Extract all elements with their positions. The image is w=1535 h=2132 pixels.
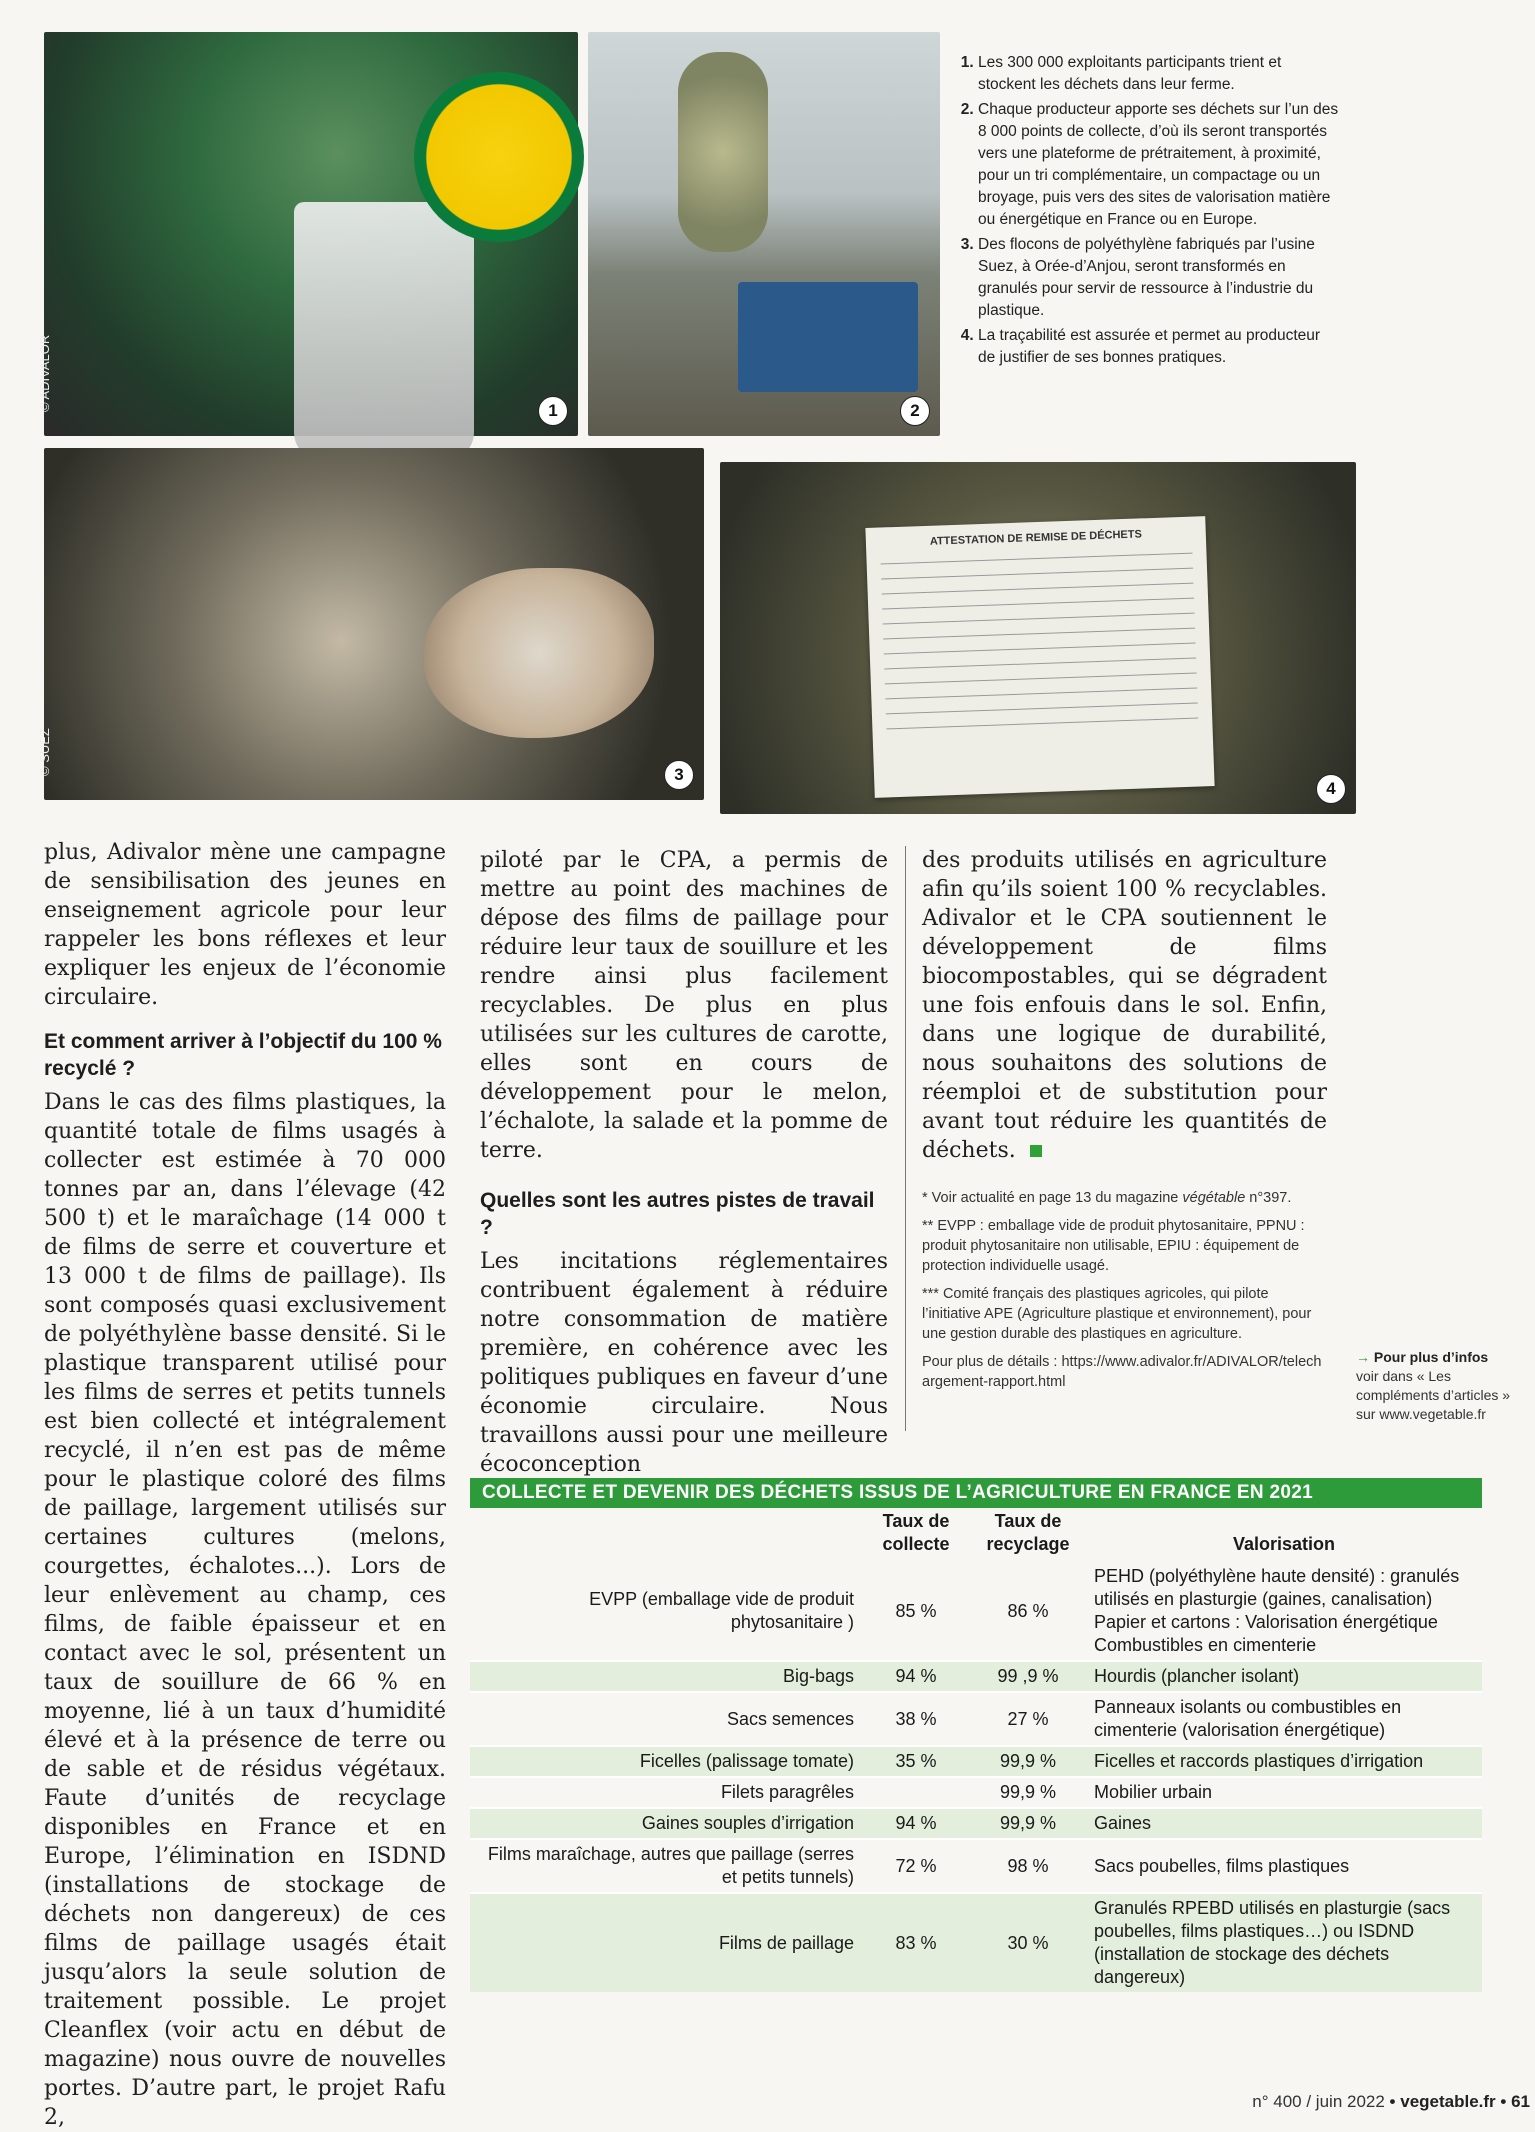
collect-cell: 72 % [862, 1839, 970, 1893]
footnote: * Voir actualité en page 13 du magazine végétable n°397. [922, 1190, 1292, 1206]
step-item: 4. La traçabilité est assurée et permet au producteur de justifier de ses bonnes pratiques. [978, 325, 1340, 369]
photo-number: 3 [664, 760, 694, 790]
valor-cell: PEHD (polyéthylène haute densité) : granulés utilisés en plasturgie (gaines, canalisation) Papier et cartons : Valorisation énergétique Combustibles en cimenterie [1094, 1566, 1460, 1655]
table-title: COLLECTE ET DEVENIR DES DÉCHETS ISSUS DE L’AGRICULTURE EN FRANCE EN 2021 [470, 1478, 1482, 1508]
category-cell: Sacs semences [470, 1692, 862, 1746]
page-footer [1150, 2092, 1530, 2112]
waste-table [470, 1508, 1482, 1992]
collection-bag [294, 202, 474, 462]
valor-cell: Gaines [1086, 1808, 1482, 1839]
hanging-bags [678, 52, 768, 252]
header-valor: Valorisation [1232, 1534, 1336, 1554]
category-cell: Films maraîchage, autres que paillage (serres et petits tunnels) [470, 1839, 862, 1893]
step-item: 3. Des flocons de polyéthylène fabriqués par l’usine Suez, à Orée-d’Anjou, seront transformés en granulés pour servir de ressource à l’industrie du plastique. [978, 234, 1340, 322]
more-info-box [1356, 1348, 1526, 1424]
step-item: 2. Chaque producteur apporte ses déchets sur l’un des 8 000 points de collecte, d’où ils seront transportés vers une plateforme de prétraitement, à proximité, pour un tri complémentaire, un compactage ou un broyage, puis vers des sites de valorisation matière ou énergétique en France ou en Europe. [978, 99, 1340, 231]
end-mark-icon [1030, 1145, 1042, 1157]
details-link[interactable]: Pour plus de détails : https://www.adivalor.fr/ADIVALOR/telechargement-rapport.html [922, 1354, 1322, 1390]
truck [738, 282, 918, 392]
recycle-cell: 99,9 % [970, 1777, 1086, 1808]
recycle-cell: 30 % [970, 1893, 1086, 1992]
category-cell: EVPP (emballage vide de produit phytosanitaire ) [589, 1589, 854, 1632]
footnote: ** EVPP : emballage vide de produit phytosanitaire, PPNU : produit phytosanitaire non utilisable, EPIU : équipement de protection individuelle usagé. [922, 1218, 1305, 1274]
process-steps [960, 52, 1340, 442]
section-heading: Et comment arriver à l’objectif du 100 % recyclé ? [44, 1030, 442, 1080]
table-header-row [470, 1508, 1482, 1562]
table-row [470, 1839, 1482, 1893]
valor-cell: Hourdis (plancher isolant) [1086, 1661, 1482, 1692]
collect-cell: 83 % [862, 1893, 970, 1992]
photo-plastic-flakes [37, 448, 704, 800]
table-row [470, 1808, 1482, 1839]
recycle-cell: 99,9 % [970, 1746, 1086, 1777]
article-column-1 [44, 838, 446, 2132]
photo-number: 1 [538, 396, 568, 426]
table-row [470, 1893, 1482, 1992]
valor-cell: Panneaux isolants ou combustibles en cimenterie (valorisation énergétique) [1086, 1692, 1482, 1746]
page-number: • 61 [1500, 2092, 1530, 2111]
paragraph: piloté par le CPA, a permis de mettre au point des machines de dépose des films de paillage pour réduire leur taux de souillure et les rendre ainsi plus facilement recyclables. De plus en plus utilisées sur les cultures de carotte, elles sont en cours de développement pour le melon, l’échalote, la salade et la pomme de terre. [480, 848, 888, 1163]
collect-cell [862, 1777, 970, 1808]
footnote: *** Comité français des plastiques agricoles, qui pilote l’initiative APE (Agriculture plastique et environnement), pour une gestion durable des plastiques en agriculture. [922, 1286, 1312, 1342]
valor-cell: Granulés RPEBD utilisés en plasturgie (sacs poubelles, films plastiques…) ou ISDND (installation de stockage des déchets dangereux) [1086, 1893, 1482, 1992]
table-row [470, 1777, 1482, 1808]
photo-waste-certificate [720, 462, 1356, 814]
header-recycle: Taux de recyclage [986, 1511, 1070, 1554]
category-cell: Ficelles (palissage tomate) [470, 1746, 862, 1777]
article-column-3 [922, 846, 1327, 1165]
more-info-title: Pour plus d’infos [1373, 1349, 1489, 1365]
hand-with-flakes [424, 568, 654, 738]
collect-cell: 94 % [862, 1661, 970, 1692]
collection-sign [414, 72, 584, 242]
paragraph: des produits utilisés en agriculture afin qu’ils soient 100 % recyclables. Adivalor et le CPA soutiennent le développement de films biocompostables, qui se dégradent une fois enfouis dans le sol. Enfin, dans une logique de durabilité, nous souhaitons des solutions de réemploi et de substitution pour avant tout réduire les quantités de déchets. [922, 848, 1327, 1163]
paragraph: Les incitations réglementaires contribuent également à réduire notre consommation de matière première, en cohérence avec les politiques publiques en faveur d’une économie circulaire. Nous travaillons aussi pour une meilleure écoconception [480, 1249, 888, 1477]
photo-credit: © ADIVALOR [37, 334, 52, 412]
footnotes [922, 1188, 1322, 1400]
table-row [470, 1746, 1482, 1777]
photo-waste-sorting [37, 32, 578, 436]
collect-cell: 94 % [862, 1808, 970, 1839]
article-column-2 [480, 846, 888, 1479]
category-cell: Films de paillage [470, 1893, 862, 1992]
category-cell: Gaines souples d’irrigation [470, 1808, 862, 1839]
section-heading: Quelles sont les autres pistes de travail ? [480, 1189, 875, 1239]
photo-credit: © SUEZ [37, 728, 52, 776]
valor-cell: Ficelles et raccords plastiques d’irrigation [1086, 1746, 1482, 1777]
certificate-document [865, 516, 1214, 798]
table-row [470, 1661, 1482, 1692]
header-collect: Taux de collecte [882, 1511, 950, 1554]
column-divider [905, 846, 906, 1431]
more-info-text[interactable]: voir dans « Les compléments d’articles » sur www.vegetable.fr [1356, 1368, 1511, 1422]
table-row [470, 1562, 1482, 1661]
recycle-cell: 86 % [1007, 1600, 1049, 1621]
recycle-cell: 98 % [970, 1839, 1086, 1893]
photo-number: 2 [900, 396, 930, 426]
waste-table-box [470, 1478, 1482, 1992]
collect-cell: 85 % [895, 1600, 937, 1621]
paragraph: plus, Adivalor mène une campagne de sensibilisation des jeunes en enseignement agricole pour leur rappeler les bons réflexes et leur expliquer les enjeux de l’économie circulaire. [44, 840, 446, 1010]
site-name[interactable]: vegetable.fr [1400, 2092, 1496, 2111]
step-item: 1. Les 300 000 exploitants participants trient et stockent les déchets dans leur ferme. [978, 52, 1340, 96]
arrow-right-icon: → [1356, 1349, 1370, 1365]
recycle-cell: 27 % [970, 1692, 1086, 1746]
category-cell: Big-bags [470, 1661, 862, 1692]
paragraph: Dans le cas des films plastiques, la quantité totale de films usagés à collecter est estimée à 70 000 tonnes par an, dans l’élevage (42 500 t) et le maraîchage (14 000 t de films de serre et couverture et 13 000 t de films de paillage). Ils sont composés quasi exclusivement de polyéthylène basse densité. Si le plastique transparent utilisé pour les films de serres et petits tunnels est bien collecté et intégralement recyclé, il n’en est pas de même pour le plastique coloré des films de paillage, largement utilisés sur certaines cultures (melons, courgettes, échalotes...). Lors de leur enlèvement au champ, ces films, de faible épaisseur et en contact avec le sol, présentent un taux de souillure de 66 % en moyenne, lié à un taux d’humidité élevé et à la présence de terre ou de sable et de résidus végétaux. Faute d’unités de recyclage disponibles en France et en Europe, l’élimination en ISDND (installations de stockage de déchets non dangereux) de ces films de paillage usagés était jusqu’alors la seule solution de traitement possible. Le projet Cleanflex (voir actu en début de magazine) nous ouvre de nouvelles portes. D’autre part, le projet Rafu 2, [44, 1090, 446, 2130]
footer-bullet: • [1389, 2092, 1396, 2111]
certificate-title: ATTESTATION DE REMISE DE DÉCHETS [929, 528, 1143, 548]
photo-number: 4 [1316, 774, 1346, 804]
valor-cell: Mobilier urbain [1086, 1777, 1482, 1808]
collect-cell: 38 % [862, 1692, 970, 1746]
issue-info: n° 400 / juin 2022 [1252, 2092, 1385, 2111]
category-cell: Filets paragrêles [470, 1777, 862, 1808]
table-row [470, 1692, 1482, 1746]
photo-collection-truck [588, 32, 940, 436]
recycle-cell: 99 ,9 % [970, 1661, 1086, 1692]
valor-cell: Sacs poubelles, films plastiques [1086, 1839, 1482, 1893]
collect-cell: 35 % [862, 1746, 970, 1777]
recycle-cell: 99,9 % [970, 1808, 1086, 1839]
